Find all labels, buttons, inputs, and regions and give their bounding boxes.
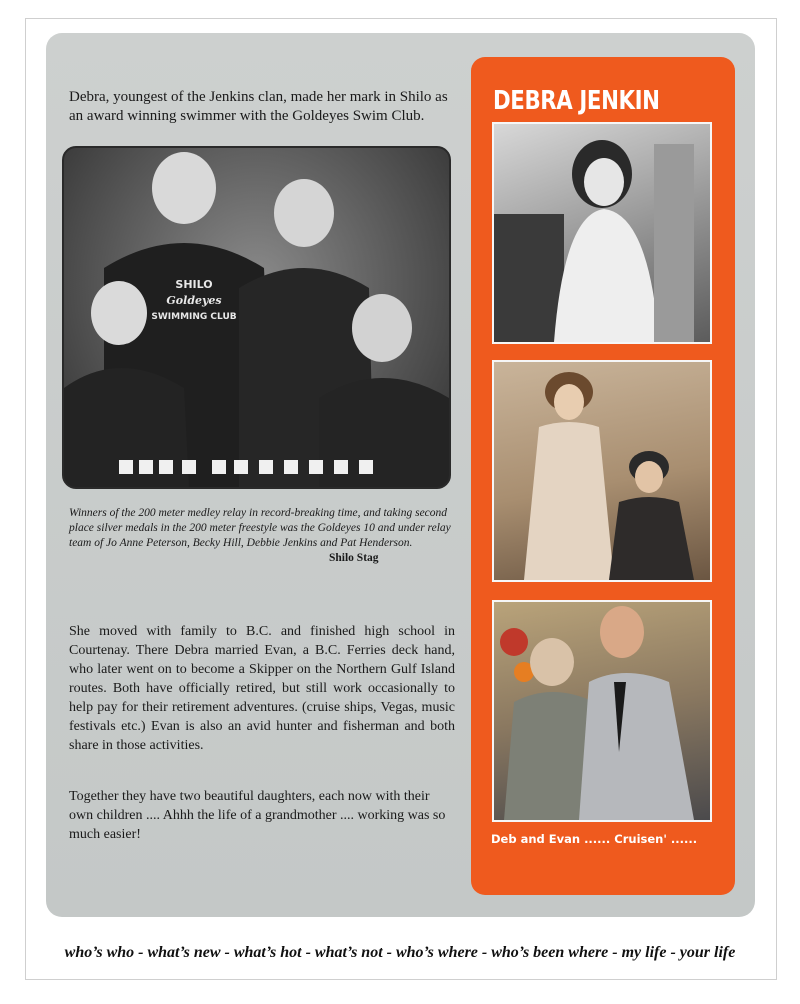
costume-art xyxy=(494,362,710,580)
intro-text: Debra, youngest of the Jenkins clan, made her mark in Shilo as an award winning swimmer with the Goldeyes Swim Club. xyxy=(69,89,448,124)
sidebar-photo-costume xyxy=(492,360,712,582)
photo-caption-text: Winners of the 200 meter medley relay in record-breaking time, and taking second place silver medals in the 200 meter freestyle was the Goldeyes 10 and under relay team of Jo Anne Peterson, Becky Hill, Debbie Jenkins and Pat Henderson. xyxy=(69,507,451,549)
body-paragraph-2: Together they have two beautiful daughters, each now with their own children .... Ahhh the life of a grandmother .... working was so much easier! xyxy=(69,789,446,842)
sidebar-photo-portrait xyxy=(492,122,712,344)
sidebar-title: DEBRA JENKIN xyxy=(493,86,660,116)
body-paragraph-1: She moved with family to B.C. and finished high school in Courtenay. There Debra married Evan, a B.C. Ferries deck hand, who later went on to become a Skipper on the Northern Gulf Island routes. Both have officially retired, but still work occasionally to help pay for their retirement adventures. (cruise ships, Vegas, music festivals etc.) Evan is also an avid hunter and fisherman and both share in those activities. xyxy=(69,624,455,753)
sidebar-photo-caption: Deb and Evan ...... Cruisen' ...... xyxy=(491,832,698,846)
swim-team-photo-art xyxy=(64,148,449,487)
sweater-text-goldeyes: Goldeyes xyxy=(166,294,222,307)
photo-credit: Shilo Stag xyxy=(329,552,379,564)
sweater-text-shilo: SHILO xyxy=(175,278,213,291)
sidebar-photo-couple xyxy=(492,600,712,822)
couple-art xyxy=(494,602,710,820)
sweater-text-club: SWIMMING CLUB xyxy=(151,312,237,322)
footer-tagline: who’s who - what’s new - what’s hot - what’s not - who’s where - who’s been where - my life - your life xyxy=(64,944,736,961)
swim-team-photo xyxy=(62,146,451,489)
portrait-art xyxy=(494,124,710,342)
photo-caption xyxy=(69,506,469,564)
